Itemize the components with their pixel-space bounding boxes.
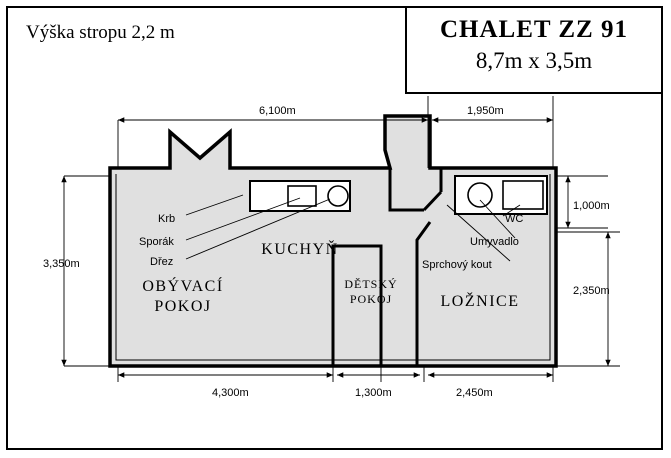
room-label-kuchyn: [240, 240, 360, 260]
dimension-bottom-left: 4,300m: [212, 387, 249, 399]
dimension-right-lower: 2,350m: [573, 285, 610, 297]
callout-krb: Krb: [158, 213, 176, 225]
room-label-line2: POKOJ: [154, 298, 212, 315]
ceiling-height-note: Výška stropu 2,2 m: [26, 22, 175, 43]
dimension-bottom-right: 2,450m: [456, 387, 493, 399]
room-label-line1: KUCHYŇ: [261, 241, 339, 258]
dimension-bottom-mid: 1,300m: [355, 387, 392, 399]
dimension-left: 3,350m: [43, 258, 80, 270]
room-label-line1: OBÝVACÍ: [142, 278, 224, 295]
page-subtitle: 8,7m x 3,5m: [475, 48, 593, 73]
callout-sprchovy-kout: Sprchový kout: [422, 259, 492, 271]
callout-umyvadlo: Umyvadlo: [470, 236, 519, 248]
room-label-detsky-pokoj: [335, 277, 407, 307]
callout-drez: Dřez: [150, 256, 174, 268]
room-label-loznice: [425, 292, 535, 312]
dimension-right-upper: 1,000m: [573, 200, 610, 212]
room-label-line1: LOŽNICE: [440, 293, 520, 310]
callout-sporak: Sporák: [139, 236, 174, 248]
room-label-line2: POKOJ: [349, 292, 393, 306]
callout-wc: WC: [505, 213, 524, 225]
room-label-obyvaci-pokoj: [118, 277, 248, 317]
dimension-top-right: 1,950m: [467, 105, 504, 117]
dimension-top-left: 6,100m: [259, 105, 296, 117]
kitchen-counter: [250, 181, 350, 211]
page-title: CHALET ZZ 91: [440, 16, 628, 43]
room-label-line1: DĚTSKÝ: [344, 277, 398, 291]
bathroom-fixtures: [455, 176, 547, 214]
